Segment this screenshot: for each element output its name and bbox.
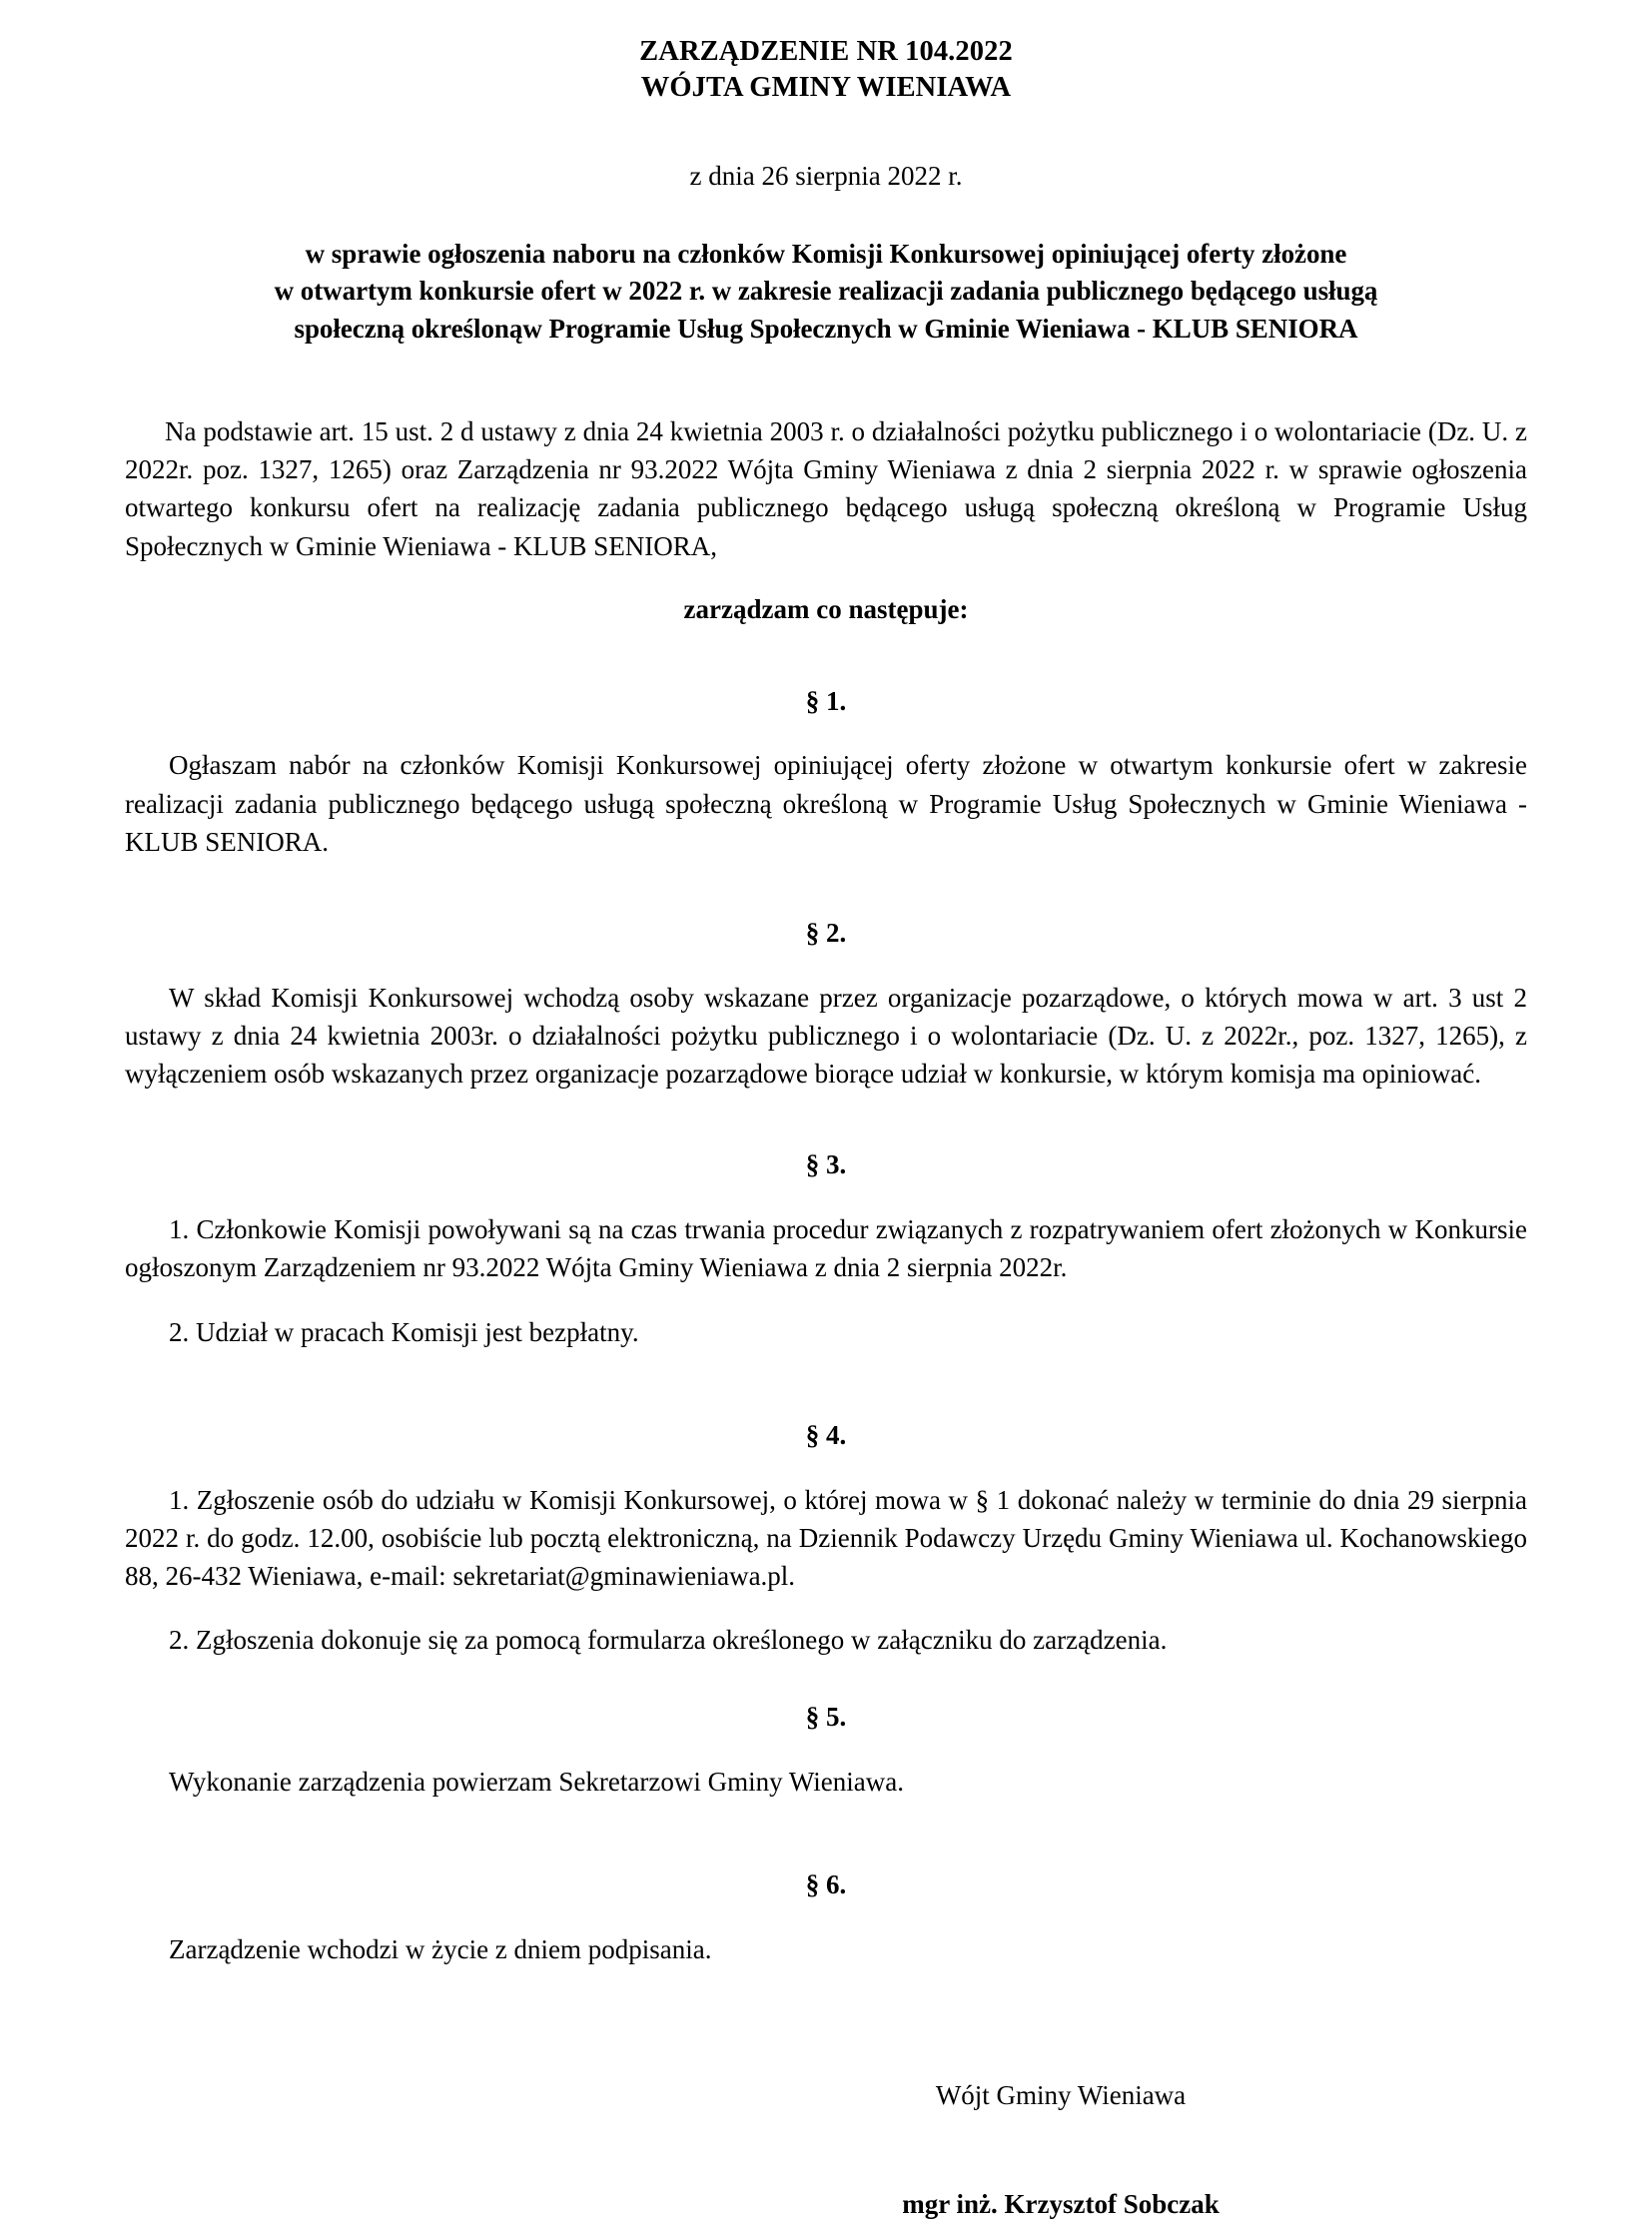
signature-name: mgr inż. Krzysztof Sobczak bbox=[902, 2189, 1220, 2220]
section-mark-4: § 4. bbox=[805, 1419, 847, 1450]
spacer bbox=[125, 1801, 1527, 1866]
subtitle-line-3: społeczną określonąw Programie Usług Społecznych w Gminie Wieniawa - KLUB SENIORA bbox=[294, 314, 1358, 345]
spacer bbox=[125, 1659, 1527, 1699]
document-date: z dnia 26 sierpnia 2022 r. bbox=[689, 160, 963, 191]
document-subtitle bbox=[125, 236, 1527, 349]
subtitle-line-1: w sprawie ogłoszenia naboru na członków Komisji Konkursowej opiniującej oferty złożone bbox=[305, 238, 1347, 269]
title-line-2: WÓJTA GMINY WIENIAWA bbox=[640, 71, 1012, 103]
spacer bbox=[125, 720, 1527, 746]
spacer bbox=[125, 565, 1527, 591]
spacer bbox=[125, 1595, 1527, 1621]
section-4-paragraph-2: 2. Zgłoszenia dokonuje się za pomocą formularza określonego w załączniku do zarządzenia. bbox=[169, 1625, 1168, 1656]
spacer bbox=[125, 629, 1527, 683]
spacer bbox=[125, 1737, 1527, 1763]
spacer bbox=[125, 1287, 1527, 1313]
section-2-paragraph-1: W skład Komisji Konkursowej wchodzą osoby wskazane przez organizacje pozarządowe, o których mowa w art. 3 ust 2 ustawy z dnia 24 kwietnia 2003r. o działalności pożytku publicznego i o wolontariacie (Dz. U. z 2022r., poz. 1327, 1265), z wyłączeniem osób wskazanych przez organizacje pozarządowe biorące udział w konkursie, w którym komisja ma opiniować. bbox=[125, 982, 1527, 1090]
spacer bbox=[125, 1184, 1527, 1210]
section-5-paragraph-1: Wykonanie zarządzenia powierzam Sekretarzowi Gminy Wieniawa. bbox=[169, 1767, 904, 1798]
section-mark-6: § 6. bbox=[805, 1869, 847, 1900]
spacer bbox=[125, 1093, 1527, 1146]
subtitle-line-2: w otwartym konkursie ofert w 2022 r. w zakresie realizacji zadania publicznego będącego usługą bbox=[274, 276, 1378, 307]
section-mark-2: § 2. bbox=[805, 917, 847, 948]
enacting-clause: zarządzam co następuje: bbox=[683, 593, 969, 624]
spacer bbox=[125, 1455, 1527, 1481]
preamble-paragraph: Na podstawie art. 15 ust. 2 d ustawy z dnia 24 kwietnia 2003 r. o działalności pożytku publicznego i o wolontariacie (Dz. U. z 2022r. poz. 1327, 1265) oraz Zarządzenia nr 93.2022 Wójta Gminy Wieniawa z dnia 2 sierpnia 2022 r. w sprawie ogłoszenia otwartego konkursu ofert na realizację zadania publicznego będącego usługą społeczną określoną w Programie Usług Społecznych w Gminie Wieniawa - KLUB SENIORA, bbox=[125, 415, 1527, 561]
signature-block bbox=[125, 2080, 1527, 2220]
section-6-paragraph-1: Zarządzenie wchodzi w życie z dniem podpisania. bbox=[169, 1934, 712, 1965]
section-mark-5: § 5. bbox=[805, 1702, 847, 1733]
section-4-paragraph-1: 1. Zgłoszenie osób do udziału w Komisji Konkursowej, o której mowa w § 1 dokonać należy w terminie do dnia 29 sierpnia 2022 r. do godz. 12.00, osobiście lub pocztą elektroniczną, na Dziennik Podawczy Urzędu Gminy Wieniawa ul. Kochanowskiego 88, 26-432 Wieniawa, e-mail: sekretariat@gminawieniawa.pl. bbox=[125, 1484, 1527, 1591]
signature-role: Wójt Gminy Wieniawa bbox=[935, 2080, 1187, 2111]
document-body bbox=[125, 34, 1527, 2220]
section-3-paragraph-1: 1. Członkowie Komisji powoływani są na czas trwania procedur związanych z rozpatrywaniem ofert złożonych w Konkursie ogłoszonym Zarządzeniem nr 93.2022 Wójta Gminy Wieniawa z dnia 2 sierpnia 2022r. bbox=[125, 1214, 1527, 1283]
spacer bbox=[125, 861, 1527, 915]
section-3-paragraph-2: 2. Udział w pracach Komisji jest bezpłatny. bbox=[169, 1316, 639, 1347]
spacer bbox=[125, 1904, 1527, 1930]
section-1-paragraph-1: Ogłaszam nabór na członków Komisji Konkursowej opiniującej oferty złożone w otwartym konkursie ofert w zakresie realizacji zadania publicznego będącego usługą społeczną określoną w Programie Usług Społecznych w Gminie Wieniawa - KLUB SENIORA. bbox=[125, 750, 1527, 857]
section-mark-3: § 3. bbox=[805, 1149, 847, 1180]
spacer bbox=[125, 953, 1527, 979]
title-line-1: ZARZĄDZENIE NR 104.2022 bbox=[639, 36, 1013, 67]
document-title bbox=[125, 34, 1527, 106]
spacer bbox=[125, 1351, 1527, 1417]
section-mark-1: § 1. bbox=[805, 685, 847, 716]
